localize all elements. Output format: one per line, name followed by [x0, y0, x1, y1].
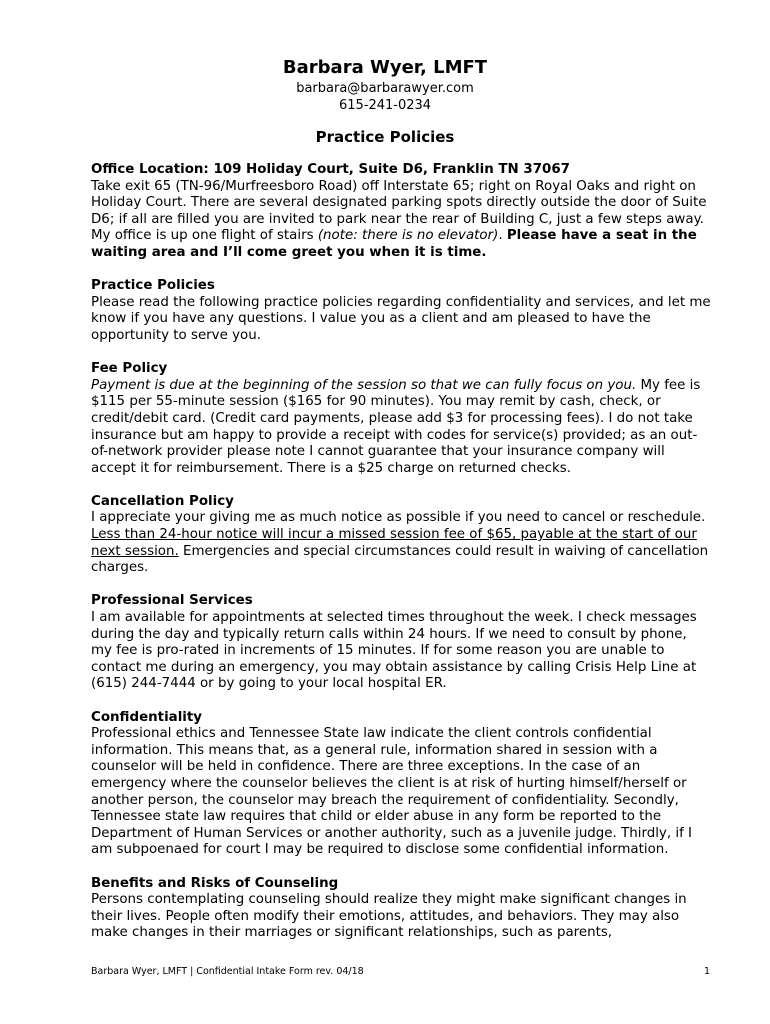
fee-policy-text: My fee is $115 per 55-minute session ($165 for 90 minutes). You may remit by cash, check, or credit/debit card. (Credit card payments, please add $3 for processing fees). I do not take insurance but am happy to provide a receipt with codes for service(s) provided; as an out-of-network provider please note I cannot guarantee that your insurance company will accept it for reimbursement. There is a $25 charge on returned checks. [91, 377, 701, 476]
document-title: Practice Policies [315, 128, 455, 146]
fee-policy-section [91, 361, 711, 477]
footer-text: Barbara Wyer, LMFT | Confidential Intake Form rev. 04/18 [91, 966, 364, 977]
cancellation-text-1: I appreciate your giving me as much notice as possible if you need to cancel or reschedule. [91, 510, 706, 526]
author-phone: 615-241-0234 [338, 98, 432, 113]
practice-policies-section [91, 278, 711, 344]
confidentiality-text: Professional ethics and Tennessee State law indicate the client controls confidential information. This means that, as a general rule, information shared in session with a counselor will be held in confidence. There are three exceptions. In the case of an emergency where the counselor believes the client is at risk of hurting himself/herself or another person, the counselor may breach the requirement of confidentiality. Secondly, Tennessee state law requires that child or elder abuse in any form be reported to the Department of Human Services or another authority, such as a juvenile judge. Thirdly, if I am subpoenaed for court I may be required to disclose some confidential information. [91, 726, 693, 858]
author-email: barbara@barbarawyer.com [296, 81, 474, 96]
fee-policy-heading: Fee Policy [91, 361, 168, 377]
letterhead [0, 56, 770, 114]
office-elevator-note: (note: there is no elevator) [317, 228, 499, 244]
cancellation-fee-notice: Less than 24-hour notice will incur a missed session fee of $65, payable at the start of our next session. [91, 527, 697, 559]
benefits-risks-heading: Benefits and Risks of Counseling [91, 875, 339, 891]
practice-policies-heading: Practice Policies [91, 278, 215, 294]
cancellation-policy-section [91, 494, 711, 577]
office-location-section [91, 162, 711, 262]
confidentiality-heading: Confidentiality [91, 709, 203, 725]
cancellation-text-2: Emergencies and special circumstances could result in waiving of cancellation charges. [91, 543, 709, 576]
author-name: Barbara Wyer, LMFT [282, 57, 488, 78]
cancellation-policy-heading: Cancellation Policy [91, 493, 234, 509]
professional-services-heading: Professional Services [91, 593, 253, 609]
confidentiality-section [91, 710, 711, 859]
benefits-risks-section [91, 876, 711, 942]
benefits-risks-text: Persons contemplating counseling should realize they might make significant changes in their lives. People often modify their emotions, attitudes, and behaviors. They may also make changes in their marriages or significant relationships, such as parents, [91, 892, 687, 941]
office-note-separator: . [498, 228, 507, 244]
fee-policy-italic: Payment is due at the beginning of the session so that we can fully focus on you. [91, 377, 637, 393]
office-location-heading: Office Location: 109 Holiday Court, Suite D6, Franklin TN 37067 [91, 162, 570, 177]
document-body [91, 162, 711, 959]
professional-services-section [91, 593, 711, 693]
office-waiting-instruction: Please have a seat in the waiting area and I’ll come greet you when it is time. [91, 228, 697, 260]
practice-policies-text: Please read the following practice policies regarding confidentiality and services, and let me know if you have any questions. I value you as a client and am pleased to have the opportunity to serve you. [91, 294, 711, 343]
page-number: 1 [703, 966, 710, 977]
office-location-text: Take exit 65 (TN-96/Murfreesboro Road) off Interstate 65; right on Royal Oaks and right on Holiday Court. There are several designated parking spots directly outside the door of Suite D6; if all are filled you are invited to park near the rear of Building C, just a few steps away. My office is up one flight of stairs [91, 178, 707, 244]
professional-services-text: I am available for appointments at selected times throughout the week. I check messages during the day and typically return calls within 24 hours. If we need to consult by phone, my fee is pro-rated in increments of 15 minutes. If for some reason you are unable to contact me during an emergency, you may obtain assistance by calling Crisis Help Line at (615) 244-7444 or by going to your local hospital ER. [91, 610, 697, 692]
